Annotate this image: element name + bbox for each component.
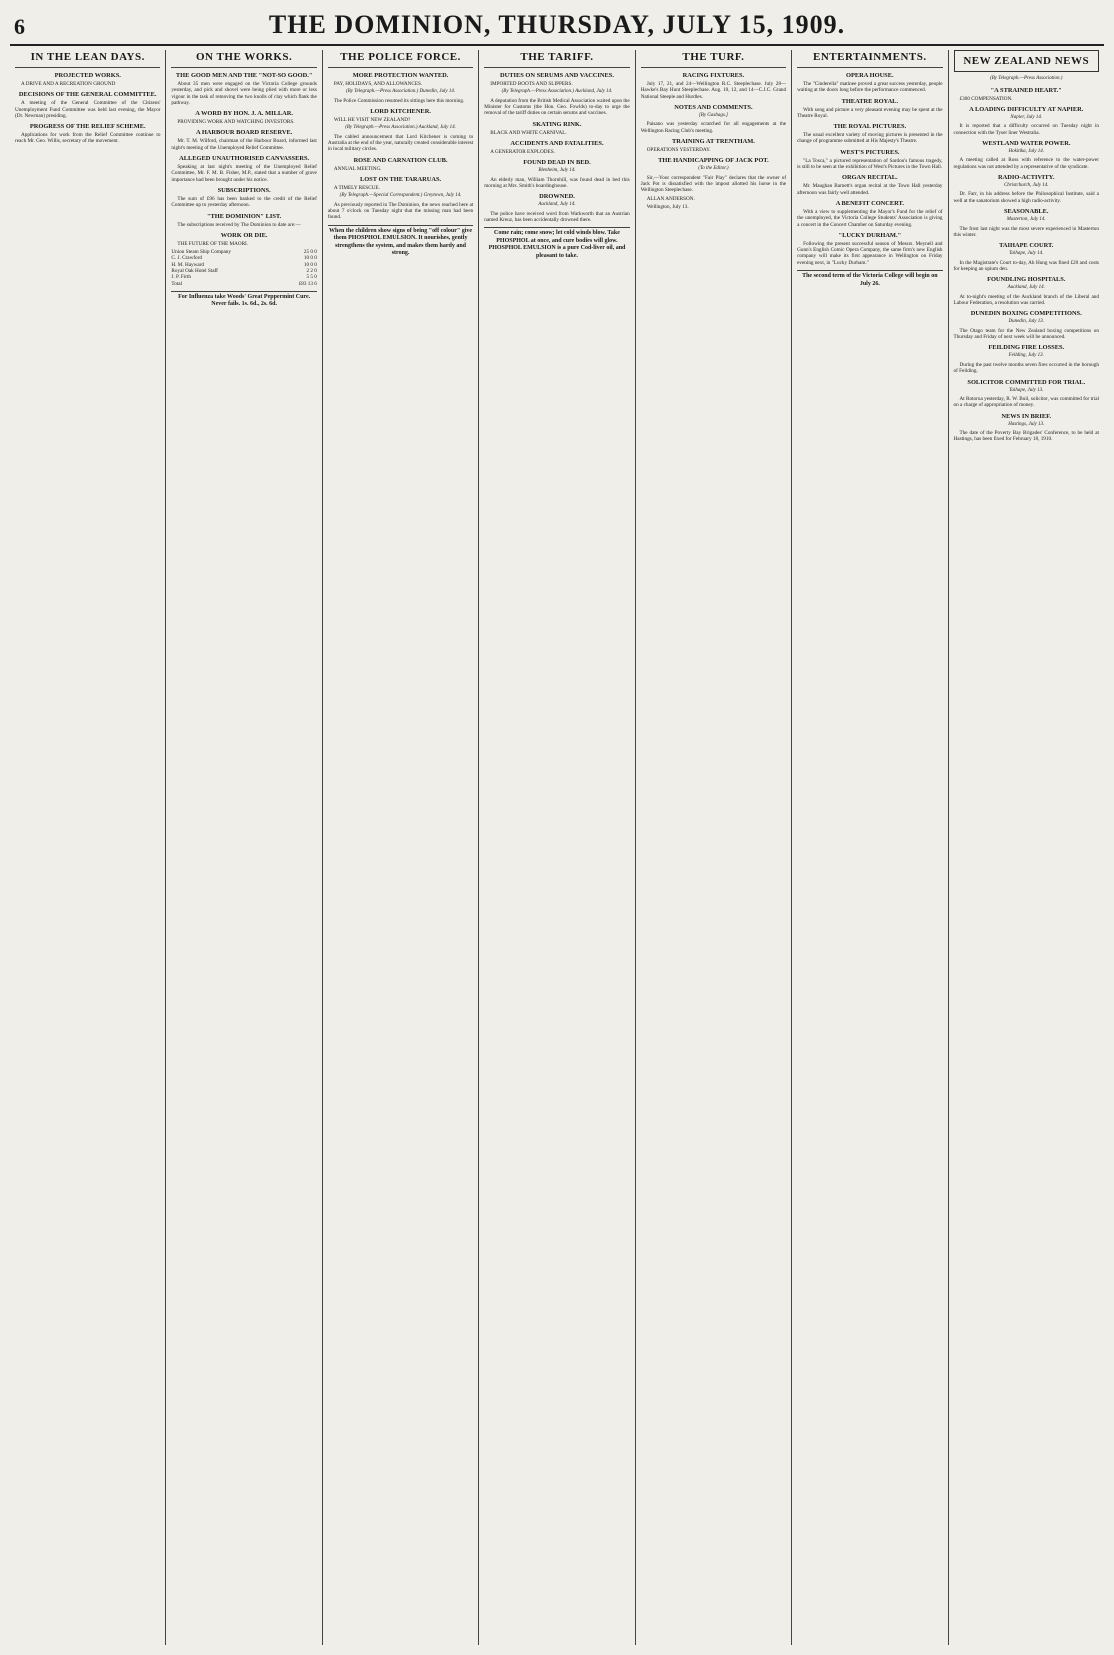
article-body: The police have received word from Warkworth that an Austrian named Kreuz, has been accidentally drowned there. bbox=[484, 210, 630, 224]
article-heading: FOUND DEAD IN BED. bbox=[523, 159, 591, 167]
column bbox=[323, 50, 479, 1645]
article-body: The date of the Poverty Bay Brigades' Conference, to be held at Hastings, has been fixed for February 18, 1910. bbox=[953, 430, 1099, 443]
article-body: At to-night's meeting of the Auckland branch of the Liberal and Labour Federation, a resolution was carried. bbox=[953, 293, 1099, 307]
article-heading: THE HANDICAPPING OF JACK POT. bbox=[658, 157, 769, 165]
article-heading: WESTLAND WATER POWER. bbox=[982, 139, 1071, 147]
column bbox=[792, 50, 948, 1645]
article-body: A deputation from the British Medical Association waited upon the Minister for Customs (the Hon. Geo. Fowlds) to-day to urge the removal of the tariff duties on certain serums and vaccines. bbox=[484, 97, 630, 117]
article-heading: "LUCKY DURHAM." bbox=[838, 231, 902, 239]
article-body: Following the present successful season of Messrs. Meynell and Gunn's English Comic Opera Company, the same firm's new English company will make its first appearance in Wellington on Friday evening next, in "Lucky Durham." bbox=[797, 240, 943, 266]
article-credit: Christchurch, July 14. bbox=[1003, 182, 1049, 188]
article-credit: Dunedin, July 13. bbox=[1008, 319, 1045, 325]
article-heading: DUTIES ON SERUMS AND VACCINES. bbox=[500, 72, 614, 79]
advertisement: The second term of the Victoria College will begin on July 26. bbox=[797, 270, 942, 288]
total-label: Total bbox=[171, 280, 183, 287]
article-body: With song and picture a very pleasant evening may be spent at the Theatre Royal. bbox=[797, 106, 943, 119]
article-heading: DECISIONS OF THE GENERAL COMMITTEE. bbox=[18, 91, 157, 99]
article-credit: (By Telegraph.—Press Association.) Auckland, July 14. bbox=[501, 89, 613, 95]
article-heading: SUBSCRIPTIONS. bbox=[217, 186, 271, 194]
article-body: A meeting of the General Committee of the Citizens' Unemployment Fund Committee was held last evening, the Mayor (Dr. Newman) presiding. bbox=[15, 100, 161, 119]
article-credit: (To the Editor.) bbox=[698, 166, 729, 172]
article-body: PAY, HOLIDAYS, AND ALLOWANCES. bbox=[333, 81, 423, 87]
article-heading: A BENEFIT CONCERT. bbox=[835, 199, 904, 207]
article-heading: WEST'S PICTURES. bbox=[840, 148, 900, 156]
subscriber-name: Royal Oak Hotel Staff bbox=[171, 268, 218, 275]
article-heading: "A STRAINED HEART." bbox=[990, 86, 1062, 94]
total-amount: £83 13 6 bbox=[298, 280, 317, 287]
article-body: Mr. T. M. Wilford, chairman of the Harbour Board, informed last night's meeting of the Unemployed Relief Committee. bbox=[171, 138, 317, 151]
article-heading: ROSE AND CARNATION CLUB. bbox=[353, 156, 448, 164]
article-heading: RADIO-ACTIVITY. bbox=[998, 173, 1055, 181]
column-credit: (By Telegraph.—Press Association.) bbox=[990, 76, 1063, 81]
article-credit: Masterton, July 14. bbox=[1006, 217, 1046, 223]
column bbox=[479, 50, 635, 1645]
article-body: Sir,—Your correspondent "Fair Play" declares that the owner of Jack Pot is dissatisfied with the impost allotted his horse in the Wellington Steeplechase. bbox=[640, 174, 787, 194]
article-credit: Taihape, July 14. bbox=[1009, 251, 1044, 257]
article-heading: ACCIDENTS AND FATALITIES. bbox=[510, 139, 604, 147]
article-heading: A LOADING DIFFICULTY AT NAPIER. bbox=[969, 105, 1084, 113]
advertisement: Come rain; come snow; let cold winds blow. Take PHOSPHOL at once, and cure bodies will glow. PHOSPHOL EMULSION is a pure Cod-liver oil, and pleasant to take. bbox=[484, 227, 629, 260]
article-credit: (By Telegraph.—Press Association.) Auckland, July 14. bbox=[345, 125, 456, 131]
subscription-amount: 25 0 0 bbox=[303, 249, 317, 256]
article-heading: SEASONABLE. bbox=[1003, 208, 1049, 216]
article-heading: RACING FIXTURES. bbox=[682, 72, 745, 79]
subscription-total bbox=[171, 281, 316, 287]
subscriber-name: C. J. Crawford bbox=[171, 255, 202, 262]
column-title: THE TURF. bbox=[641, 50, 786, 68]
article-heading: ALLEGED UNAUTHORISED CANVASSERS. bbox=[179, 155, 310, 163]
columns bbox=[10, 50, 1104, 1645]
article-credit: Blenheim, July 14. bbox=[538, 168, 576, 174]
advertisement: When the children show signs of being "off colour" give them PHOSPHOL EMULSION. It nourishes, gently strengthens the system, and makes them hardy and strong. bbox=[328, 225, 473, 258]
article-body: "La Tosca," a pictured representation of Sardou's famous tragedy, is still to be seen at the exhibition of West's Pictures in the Town Hall. bbox=[797, 157, 943, 171]
article-body: The Otago team for the New Zealand boxing competitions on Thursday and Friday of next week will be announced. bbox=[953, 327, 1099, 341]
article-body: At Rotorua yesterday, R. W. Buil, solicitor, was committed for trial on a charge of appropriation of money. bbox=[953, 396, 1099, 409]
column bbox=[166, 50, 322, 1645]
article-body: During the past twelve months seven fires occurred in the borough of Feilding. bbox=[953, 361, 1099, 375]
article-heading: ORGAN RECITAL. bbox=[842, 174, 898, 182]
article-heading: LORD KITCHENER. bbox=[370, 108, 431, 116]
article-body: WILL HE VISIT NEW ZEALAND? bbox=[333, 117, 411, 124]
article-body: The frost last night was the most severe experienced in Masterton this winter. bbox=[953, 225, 1099, 238]
page-number: 6 bbox=[14, 14, 25, 39]
article-body: A DRIVE AND A RECREATION GROUND bbox=[21, 81, 116, 87]
letter-signature: ALLAN ANDERSON. bbox=[646, 195, 695, 202]
article-heading: MORE PROTECTION WANTED. bbox=[352, 72, 449, 79]
article-heading: NEWS IN BRIEF. bbox=[1001, 412, 1052, 420]
article-body: ANNUAL MEETING. bbox=[333, 165, 382, 172]
article-body: Paisano was yesterday scratched for all engagements at the Wellington Racing Club's meeting. bbox=[640, 121, 787, 134]
article-heading: SKATING RINK. bbox=[532, 120, 582, 128]
column-title: ENTERTAINMENTS. bbox=[797, 50, 942, 68]
subscriber-name: J. P. Firth bbox=[171, 274, 192, 281]
subscription-amount: 10 0 0 bbox=[303, 255, 317, 262]
letter-place: Wellington, July 13. bbox=[646, 203, 689, 210]
article-body: THE FUTURE OF THE MAORI. bbox=[177, 240, 249, 247]
article-body: The Police Commission resumed its sittings here this morning. bbox=[333, 97, 465, 104]
article-heading: OPERA HOUSE. bbox=[846, 72, 894, 79]
article-body: The usual excellent variety of moving pictures is presented in the change of programme submitted at His Majesty's Theatre. bbox=[797, 132, 943, 145]
article-body: Speaking at last night's meeting of the Unemployed Relief Committee, Mr. F. M. B. Fisher, M.P., stated that a number of grave importance had been brought under his notice. bbox=[171, 164, 317, 183]
subscriber-name: H. M. Hayward bbox=[171, 261, 204, 268]
article-heading: FOUNDLING HOSPITALS. bbox=[987, 276, 1066, 284]
column bbox=[636, 50, 792, 1645]
subscriber-name: Union Steam Ship Company bbox=[171, 249, 231, 256]
article-body: As previously reported in The Dominion, the news reached here at about 7 o'clock on Tuesday night that the missing man had been found. bbox=[327, 201, 474, 221]
article-body: A meeting called at Ross with reference to the water-power regulations was not attended by a representative of the syndicate. bbox=[953, 157, 1099, 170]
subscription-amount: 5 5 0 bbox=[306, 274, 317, 281]
article-body: In the Magistrate's Court to-day, Ah Hung was fined £20 and costs for keeping an opium den. bbox=[953, 259, 1099, 272]
article-credit: Taihape, July 13. bbox=[1009, 387, 1044, 393]
article-body: Applications for work from the Relief Committee continue to reach Mr. Geo. Willis, secretary of the movement. bbox=[15, 132, 161, 145]
newspaper-title: THE DOMINION, THURSDAY, JULY 15, 1909. bbox=[268, 10, 846, 39]
column-title: ON THE WORKS. bbox=[171, 50, 316, 68]
article-credit: Auckland, July 14. bbox=[538, 202, 576, 208]
article-credit: (By Telegraph.—Special Correspondent.) Greytown, July 14. bbox=[339, 193, 462, 199]
article-body: PROVIDING WORK AND WATCHING INVESTORS. bbox=[177, 119, 295, 126]
article-heading: LOST ON THE TARARUAS. bbox=[359, 176, 442, 184]
article-body: A GENERATOR EXPLODES. bbox=[490, 148, 555, 155]
column-title: IN THE LEAN DAYS. bbox=[15, 50, 160, 68]
article-heading: TAIHAPE COURT. bbox=[999, 242, 1054, 250]
article-body: The sum of £96 has been banked to the credit of the Relief Committee up to yesterday afternoon. bbox=[171, 195, 317, 209]
article-heading: THEATRE ROYAL. bbox=[841, 97, 899, 105]
advertisement: For Influenza take Woods' Great Peppermint Cure. Never fails. 1s. 6d., 2s. 6d. bbox=[171, 291, 316, 309]
article-heading: "THE DOMINION" LIST. bbox=[206, 212, 282, 220]
article-heading: THE ROYAL PICTURES. bbox=[833, 123, 907, 131]
article-body: About 35 men were engaged on the Victoria College grounds yesterday, and pick and shovel were being plied with more or less vigour in the task of removing the two knolls of clay which flank the pathway. bbox=[171, 81, 317, 106]
article-body: July 17, 21, and 24—Wellington R.C. Steeplechase. July 28—Hawke's Bay Hunt Steeplechase. Aug. 10, 12, and 14—C.J.C. Grand National Steeple and Hurdles. bbox=[640, 81, 787, 100]
article-heading: PROGRESS OF THE RELIEF SCHEME. bbox=[29, 123, 146, 131]
article-body: With a view to supplementing the Mayor's Fund for the relief of the unemployed, the Victoria College Students' Association is giving a concert in the Concert Chamber on Saturday evening. bbox=[797, 208, 943, 228]
column bbox=[949, 50, 1104, 1645]
article-body: The cabled announcement that Lord Kitchener is coming to Australia at the end of the year, naturally created considerable interest in local military circles. bbox=[327, 133, 474, 153]
article-body: It is reported that a difficulty occurred on Tuesday night in connection with the Tyser liner Westralia. bbox=[953, 123, 1099, 136]
article-credit: Feilding, July 13. bbox=[1008, 353, 1044, 359]
article-heading: A HARBOUR BOARD RESERVE. bbox=[195, 129, 293, 137]
article-credit: Auckland, July 14. bbox=[1007, 285, 1045, 291]
article-credit: Hastings, July 13. bbox=[1008, 421, 1045, 427]
article-heading: A WORD BY HON. J. A. MILLAR. bbox=[195, 110, 293, 118]
article-heading: DUNEDIN BOXING COMPETITIONS. bbox=[970, 310, 1082, 318]
article-body: An elderly man, William Thornhill, was found dead in bed this morning at Mrs. Smith's boardinghouse. bbox=[484, 176, 630, 190]
article-credit: (By Telegraph.—Press Association.) Dunedin, July 14. bbox=[346, 89, 456, 95]
column-title: THE TARIFF. bbox=[484, 50, 629, 68]
article-heading: FEILDING FIRE LOSSES. bbox=[988, 344, 1065, 352]
article-heading: SOLICITOR COMMITTED FOR TRIAL. bbox=[967, 378, 1086, 386]
column bbox=[10, 50, 166, 1645]
subscription-amount: 10 0 0 bbox=[303, 261, 317, 268]
article-body: The "Cinderella" matinee proved a great success yesterday, people waiting at the doors long before the performance commenced. bbox=[797, 81, 943, 94]
column-title: THE POLICE FORCE. bbox=[328, 50, 473, 68]
article-heading: NOTES AND COMMENTS. bbox=[674, 103, 753, 111]
article-heading: TRAINING AT TRENTHAM. bbox=[671, 137, 755, 145]
subscription-list bbox=[171, 249, 316, 287]
masthead bbox=[10, 8, 1104, 46]
article-body: BLACK AND WHITE CARNIVAL. bbox=[490, 129, 567, 136]
article-heading: DROWNED. bbox=[539, 193, 575, 201]
article-body: Mr. Maughan Barnett's organ recital at the Town Hall yesterday afternoon was fairly well attended. bbox=[797, 183, 943, 196]
article-body: OPERATIONS YESTERDAY. bbox=[646, 146, 711, 153]
article-heading: THE GOOD MEN AND THE "NOT-SO GOOD." bbox=[175, 72, 313, 79]
article-body: The subscriptions received by The Dominion to date are:— bbox=[177, 221, 301, 228]
subscription-amount: 2 2 0 bbox=[306, 268, 317, 275]
article-credit: [By Gasbags.] bbox=[698, 112, 728, 118]
article-body: A TIMELY RESCUE. bbox=[333, 185, 380, 192]
article-credit: Hokitika, July 14. bbox=[1008, 148, 1045, 154]
article-heading: PROJECTED WORKS. bbox=[54, 72, 121, 79]
article-body: Dr. Farr, in his address before the Philosophical Institute, said a well at the sanatorium showed a high radio-activity. bbox=[953, 191, 1099, 204]
article-body: IMPORTED BOOTS AND SLIPPERS. bbox=[490, 81, 573, 87]
article-credit: Napier, July 14. bbox=[1010, 114, 1043, 120]
article-heading: WORK OR DIE. bbox=[220, 231, 268, 239]
article-body: £300 COMPENSATION. bbox=[959, 95, 1013, 102]
column-title: NEW ZEALAND NEWS bbox=[954, 50, 1099, 72]
